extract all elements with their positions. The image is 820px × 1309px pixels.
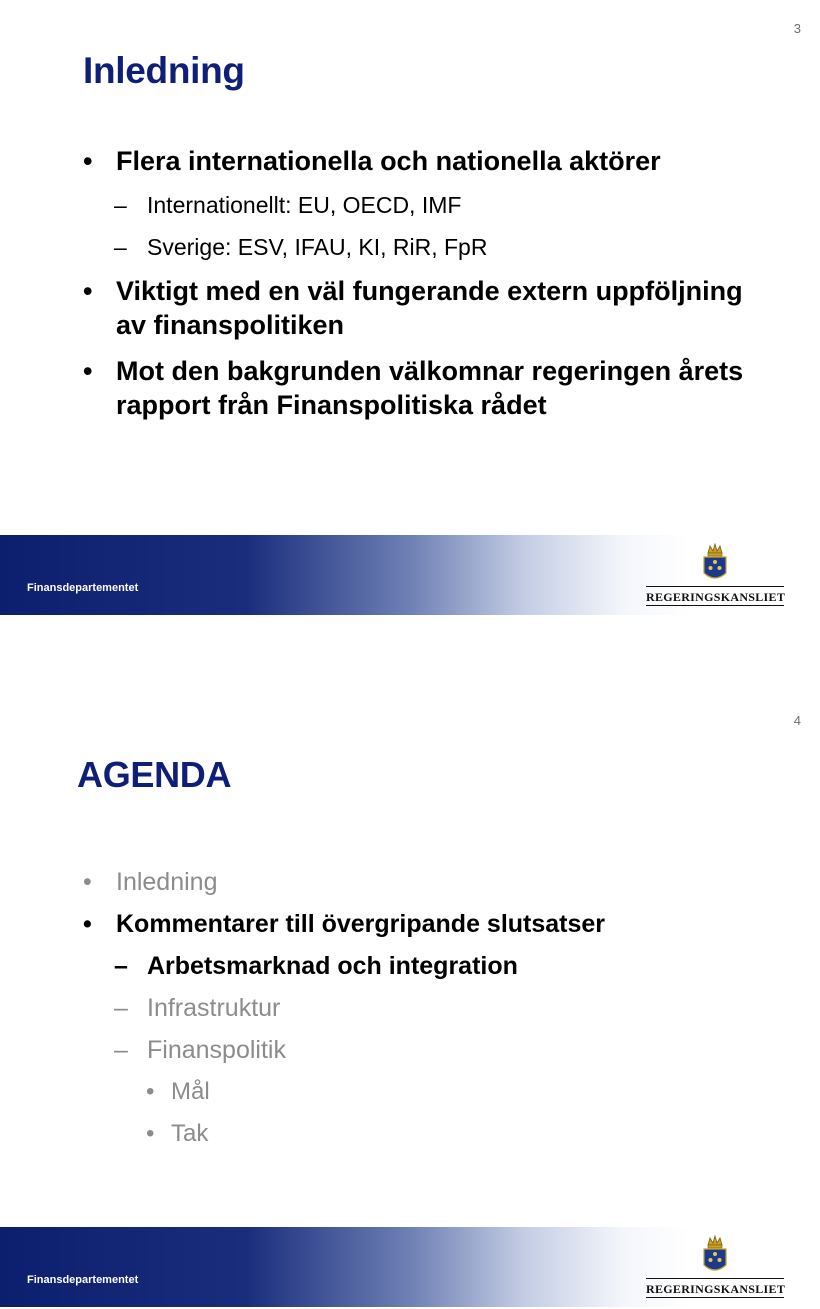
bullet-text: Sverige: ESV, IFAU, KI, RiR, FpR: [147, 234, 488, 260]
crown-shield-icon: [646, 1235, 784, 1281]
agenda-item-active: [0, 909, 760, 939]
agenda-item: [0, 867, 760, 897]
sub-bullet-item: [0, 190, 760, 220]
footer-bar: [0, 535, 820, 615]
bullet-marker: •: [83, 910, 92, 938]
regeringskansliet-logo: [646, 1235, 784, 1299]
agenda-text: Kommentarer till övergripande slutsatser: [116, 910, 606, 938]
bullet-marker: •: [83, 276, 93, 306]
footer-bar: [0, 1227, 820, 1307]
slide-title: Inledning: [83, 50, 245, 91]
bullet-marker: •: [83, 146, 93, 176]
agenda-text: Tak: [171, 1120, 209, 1147]
bullet-marker: •: [146, 1078, 155, 1105]
bullet-marker: •: [83, 356, 93, 386]
dash-marker: –: [114, 234, 127, 260]
dash-marker: –: [114, 952, 128, 980]
slide-title: AGENDA: [77, 754, 232, 795]
agenda-subsubitem: [0, 1077, 760, 1107]
footer-label: Finansdepartementet: [27, 1274, 139, 1286]
agenda-list: [0, 867, 760, 1161]
regeringskansliet-logo: [646, 543, 784, 607]
bullet-item: [0, 274, 760, 342]
dash-marker: –: [114, 192, 127, 218]
bullet-text: Internationellt: EU, OECD, IMF: [147, 192, 462, 218]
bullet-text: Viktigt med en väl fungerande extern uppföljning av finanspolitiken: [116, 276, 743, 340]
page-number: 4: [793, 713, 801, 728]
logo-text: REGERINGSKANSLIET: [646, 590, 786, 604]
slide-4: [0, 692, 820, 1307]
agenda-text: Inledning: [116, 868, 218, 896]
agenda-text: Arbetsmarknad och integration: [147, 952, 518, 980]
agenda-text: Finanspolitik: [147, 1036, 286, 1064]
bullet-text: Flera internationella och nationella aktörer: [116, 146, 661, 176]
agenda-subitem: [0, 993, 760, 1023]
dash-marker: –: [114, 1036, 128, 1064]
agenda-text: Infrastruktur: [147, 994, 281, 1022]
bullet-text: Mot den bakgrunden välkomnar regeringen årets rapport från Finanspolitiska rådet: [116, 356, 744, 420]
logo-underline: [646, 1297, 784, 1298]
agenda-subsubitem: [0, 1119, 760, 1149]
bullet-item: [0, 144, 760, 178]
footer-label: Finansdepartementet: [27, 582, 139, 594]
agenda-subitem: [0, 1035, 760, 1065]
bullet-marker: •: [83, 868, 92, 896]
agenda-text: Mål: [171, 1078, 210, 1105]
dash-marker: –: [114, 994, 128, 1022]
page-number: 3: [793, 21, 801, 36]
sub-bullet-item: [0, 232, 760, 262]
slide-3: [0, 0, 820, 615]
logo-underline: [646, 605, 784, 606]
bullet-list: [0, 144, 760, 434]
logo-text: REGERINGSKANSLIET: [646, 1282, 786, 1296]
bullet-marker: •: [146, 1120, 155, 1147]
agenda-subitem-active: [0, 951, 760, 981]
crown-shield-icon: [646, 543, 784, 589]
bullet-item: [0, 354, 760, 422]
